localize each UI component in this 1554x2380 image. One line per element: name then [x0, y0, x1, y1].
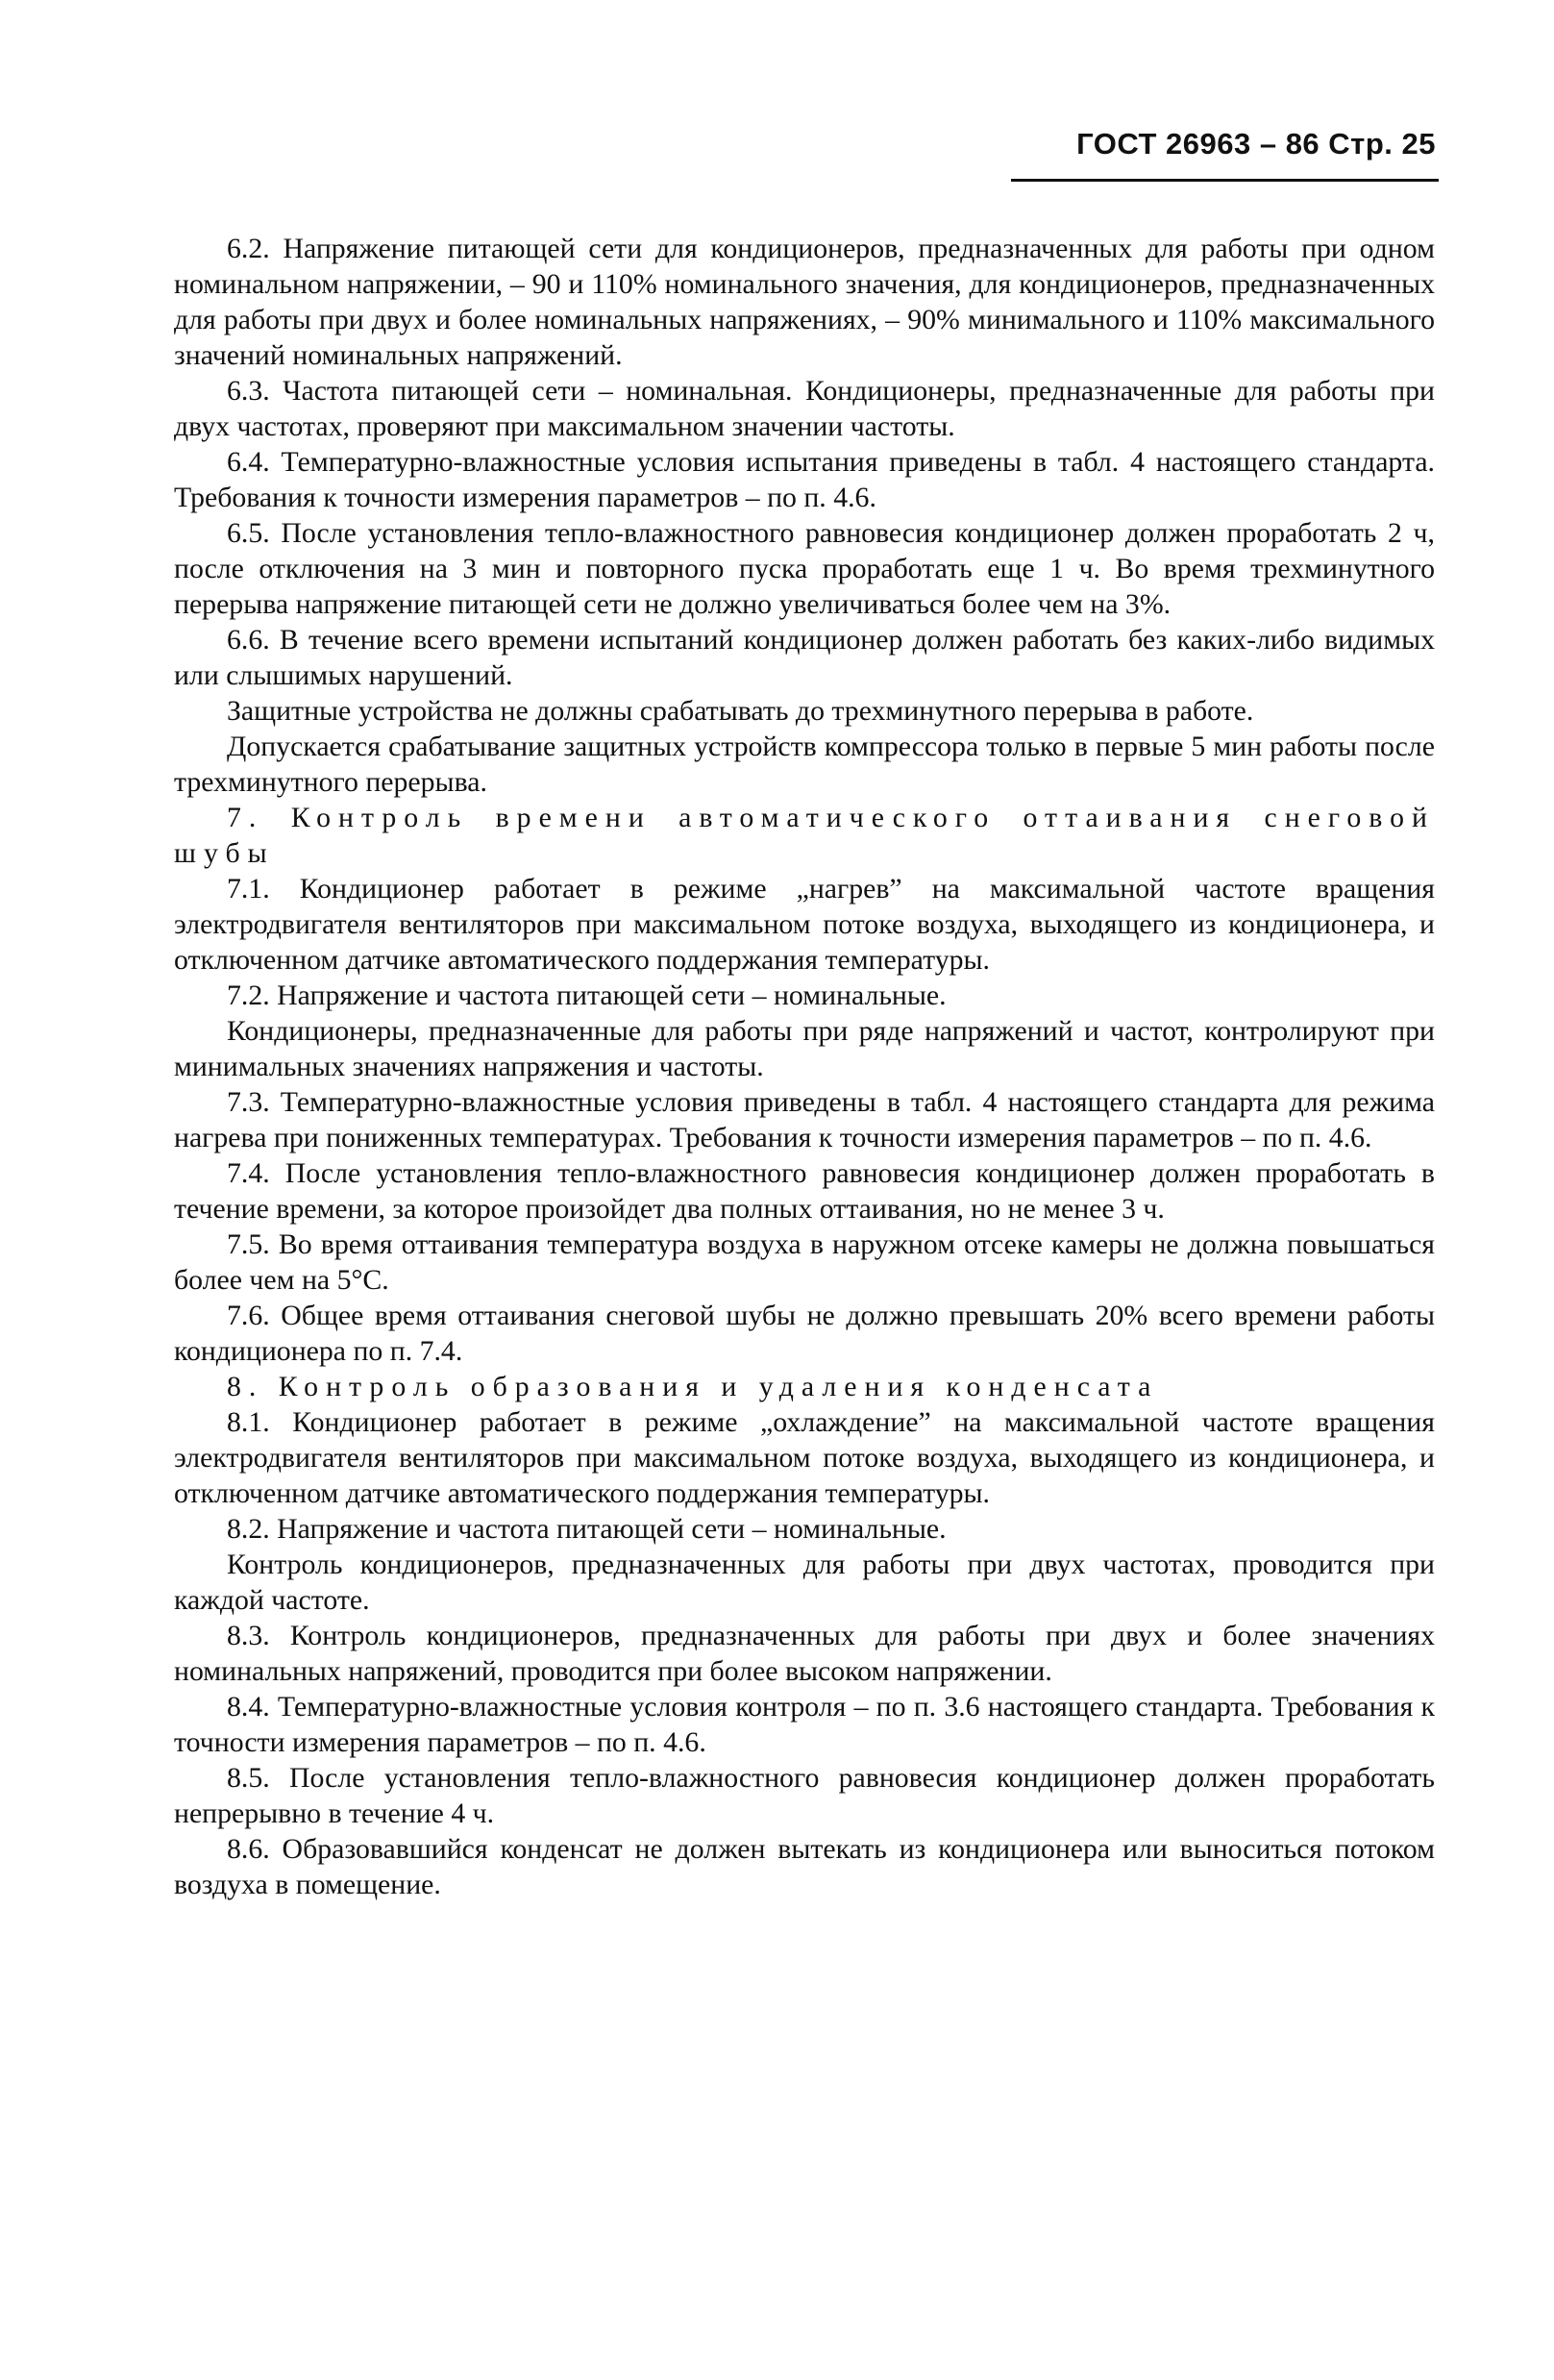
- paragraph-8-2: 8.2. Напряжение и частота питающей сети – номинальные.: [227, 1513, 947, 1545]
- running-header: ГОСТ 26963 – 86 Стр. 25: [1076, 127, 1436, 161]
- paragraph-6-4: 6.4. Температурно-влажностные условия испытания приведены в табл. 4 настоящего стандарта. Требования к точности измерения параметров – по п. 4.6.: [174, 446, 1435, 513]
- paragraph-8-3: 8.3. Контроль кондиционеров, предназначенных для работы при двух и более значениях номинальных напряжений, проводится при более высоком напряжении.: [174, 1620, 1435, 1687]
- paragraph-two-frequencies: Контроль кондиционеров, предназначенных для работы при двух частотах, проводится при каждой частоте.: [174, 1549, 1435, 1616]
- paragraph-6-3: 6.3. Частота питающей сети – номинальная. Кондиционеры, предназначенные для работы при двух частотах, проверяют при максимальном значении частоты.: [174, 375, 1435, 442]
- paragraph-protection-devices: Защитные устройства не должны срабатывать до трехминутного перерыва в работе.: [227, 695, 1254, 727]
- paragraph-8-1: 8.1. Кондиционер работает в режиме „охлаждение” на максимальной частоте вращения электродвигателя вентиляторов при максимальном потоке воздуха, выходящего из кондиционера, и отключенном датчике автоматического поддержания температуры.: [174, 1406, 1435, 1509]
- page-body: [174, 231, 1435, 1902]
- paragraph-8-6: 8.6. Образовавшийся конденсат не должен вытекать из кондиционера или выноситься потоком воздуха в помещение.: [174, 1833, 1435, 1900]
- paragraph-7-3: 7.3. Температурно-влажностные условия приведены в табл. 4 настоящего стандарта для режима нагрева при пониженных температурах. Требования к точности измерения параметров – по п. 4.6.: [174, 1086, 1435, 1153]
- paragraph-compressor-protection: Допускается срабатывание защитных устройств компрессора только в первые 5 мин работы после трехминутного перерыва.: [174, 731, 1435, 798]
- section-heading-7: 7. Контроль времени автоматического оттаивания снеговой шубы: [174, 802, 1435, 869]
- header-rule: [1011, 179, 1439, 182]
- paragraph-7-1: 7.1. Кондиционер работает в режиме „нагрев” на максимальной частоте вращения электродвигателя вентиляторов при максимальном потоке воздуха, выходящего из кондиционера, и отключенном датчике автоматического поддержания температуры.: [174, 873, 1435, 976]
- paragraph-7-5: 7.5. Во время оттаивания температура воздуха в наружном отсеке камеры не должна повышаться более чем на 5°С.: [174, 1228, 1435, 1296]
- paragraph-7-6: 7.6. Общее время оттаивания снеговой шубы не должно превышать 20% всего времени работы кондиционера по п. 7.4.: [174, 1300, 1435, 1367]
- paragraph-multi-voltage: Кондиционеры, предназначенные для работы при ряде напряжений и частот, контролируют при минимальных значениях напряжения и частоты.: [174, 1015, 1435, 1082]
- paragraph-8-4: 8.4. Температурно-влажностные условия контроля – по п. 3.6 настоящего стандарта. Требования к точности измерения параметров – по п. 4.6.: [174, 1691, 1435, 1758]
- paragraph-6-6: 6.6. В течение всего времени испытаний кондиционер должен работать без каких-либо видимых или слышимых нарушений.: [174, 624, 1435, 691]
- paragraph-7-4: 7.4. После установления тепло-влажностного равновесия кондиционер должен проработать в течение времени, за которое произойдет два полных оттаивания, но не менее 3 ч.: [174, 1157, 1435, 1225]
- paragraph-6-2: 6.2. Напряжение питающей сети для кондиционеров, предназначенных для работы при одном номинальном напряжении, – 90 и 110% номинального значения, для кондиционеров, предназначенных для работы при двух и более номинальных напряжениях, – 90% минимального и 110% максимального значений номинальных напряжений.: [174, 233, 1435, 371]
- paragraph-8-5: 8.5. После установления тепло-влажностного равновесия кондиционер должен проработать непрерывно в течение 4 ч.: [174, 1762, 1435, 1829]
- section-heading-8: 8. Контроль образования и удаления конденсата: [227, 1371, 1159, 1402]
- paragraph-7-2: 7.2. Напряжение и частота питающей сети – номинальные.: [227, 979, 947, 1011]
- paragraph-6-5: 6.5. После установления тепло-влажностного равновесия кондиционер должен проработать 2 ч, после отключения на 3 мин и повторного пуска проработать еще 1 ч. Во время трехминутного перерыва напряжение питающей сети не должно увеличиваться более чем на 3%.: [174, 517, 1435, 620]
